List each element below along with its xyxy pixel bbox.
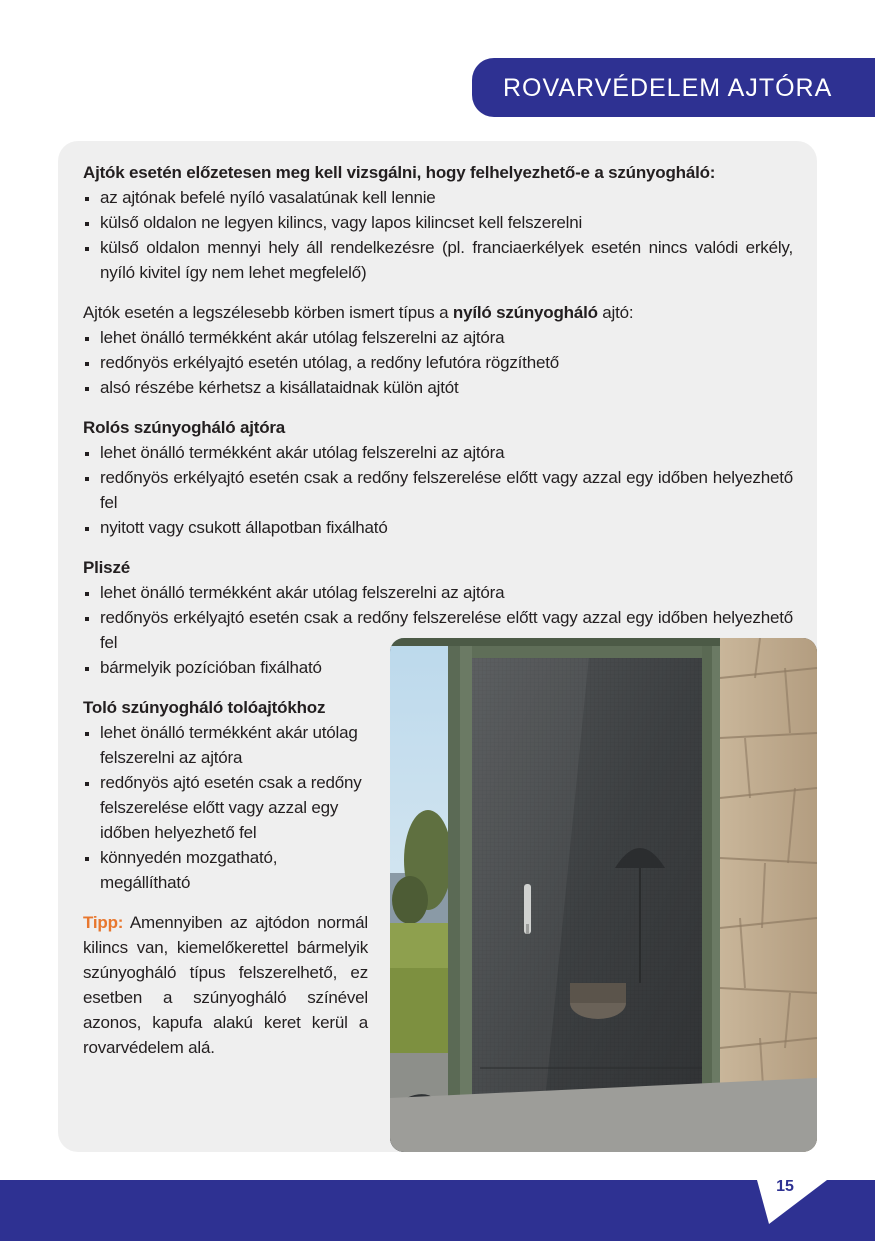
page-number: 15 [776,1178,794,1195]
list-item: nyitott vagy csukott állapotban fixálható [83,515,793,540]
opening-section [83,300,793,400]
opening-lead-before: Ajtók esetén a legszélesebb körben ismert típus a [83,303,453,322]
sliding-section [83,695,368,895]
list-item: redőnyös erkélyajtó esetén csak a redőny felszerelése előtt vagy azzal egy időben helyezhető fel [83,465,793,515]
stone-wall [720,638,817,1152]
list-item: külső oldalon mennyi hely áll rendelkezésre (pl. franciaerkélyek esetén nincs valódi erkély, nyíló kivitel így nem lehet megfelelő) [83,235,793,285]
mesh-side-rail [702,646,712,1152]
tip-text: Amennyiben az ajtódon normál kilincs van, kiemelőkerettel bármelyik szúnyogháló típus felszerelhető, ez esetben a szúnyogháló színével azonos, kapufa alakú keret kerül a rovarvédelem alá. [83,913,368,1057]
sliding-list [83,720,368,895]
list-item: alsó részébe kérhetsz a kisállataidnak külön ajtót [83,375,793,400]
footer-band [0,1180,875,1241]
list-item: lehet önálló termékként akár utólag felszerelni az ajtóra [83,580,793,605]
door-handle [524,884,531,934]
screen-mesh [472,646,710,1152]
list-item: lehet önálló termékként akár utólag felszerelni az ajtóra [83,325,793,350]
list-item: redőnyös ajtó esetén csak a redőny felszerelése előtt vagy azzal egy időben helyezhető fel [83,770,368,845]
page-title: ROVARVÉDELEM AJTÓRA [503,74,833,102]
opening-lead-after: ajtó: [597,303,634,322]
intro-title: Ajtók esetén előzetesen meg kell vizsgálni, hogy felhelyezhető-e a szúnyogháló: [83,163,716,182]
sliding-screen-door-photo [390,638,817,1152]
tip-label: Tipp: [83,913,124,932]
intro-section [83,160,793,285]
list-item: bármelyik pozícióban fixálható [83,655,385,680]
tip-paragraph [83,910,368,1060]
list-item: lehet önálló termékként akár utólag felszerelni az ajtóra [83,440,793,465]
opening-lead [83,300,793,325]
list-item: az ajtónak befelé nyíló vasalatúnak kell lennie [83,185,793,210]
roller-list [83,440,793,540]
roller-section [83,415,793,540]
list-item: lehet önálló termékként akár utólag felszerelni az ajtóra [83,720,368,770]
list-item: redőnyös erkélyajtó esetén csak a redőny felszerelése előtt vagy azzal egy időben helyezhető fel [83,605,793,655]
list-item: könnyedén mozgatható, megállítható [83,845,368,895]
sliding-title: Toló szúnyogháló tolóajtókhoz [83,698,326,717]
opening-list [83,325,793,400]
pleated-title: Pliszé [83,558,130,577]
list-item: redőnyös erkélyajtó esetén utólag, a redőny lefutóra rögzíthető [83,350,793,375]
opening-lead-bold: nyíló szúnyogháló [452,303,598,322]
door-lintel [390,638,720,646]
mesh-top-rail [472,646,710,658]
intro-list [83,185,793,285]
list-item: külső oldalon ne legyen kilincs, vagy lapos kilincset kell felszerelni [83,210,793,235]
roller-title: Rolós szúnyogháló ajtóra [83,418,286,437]
